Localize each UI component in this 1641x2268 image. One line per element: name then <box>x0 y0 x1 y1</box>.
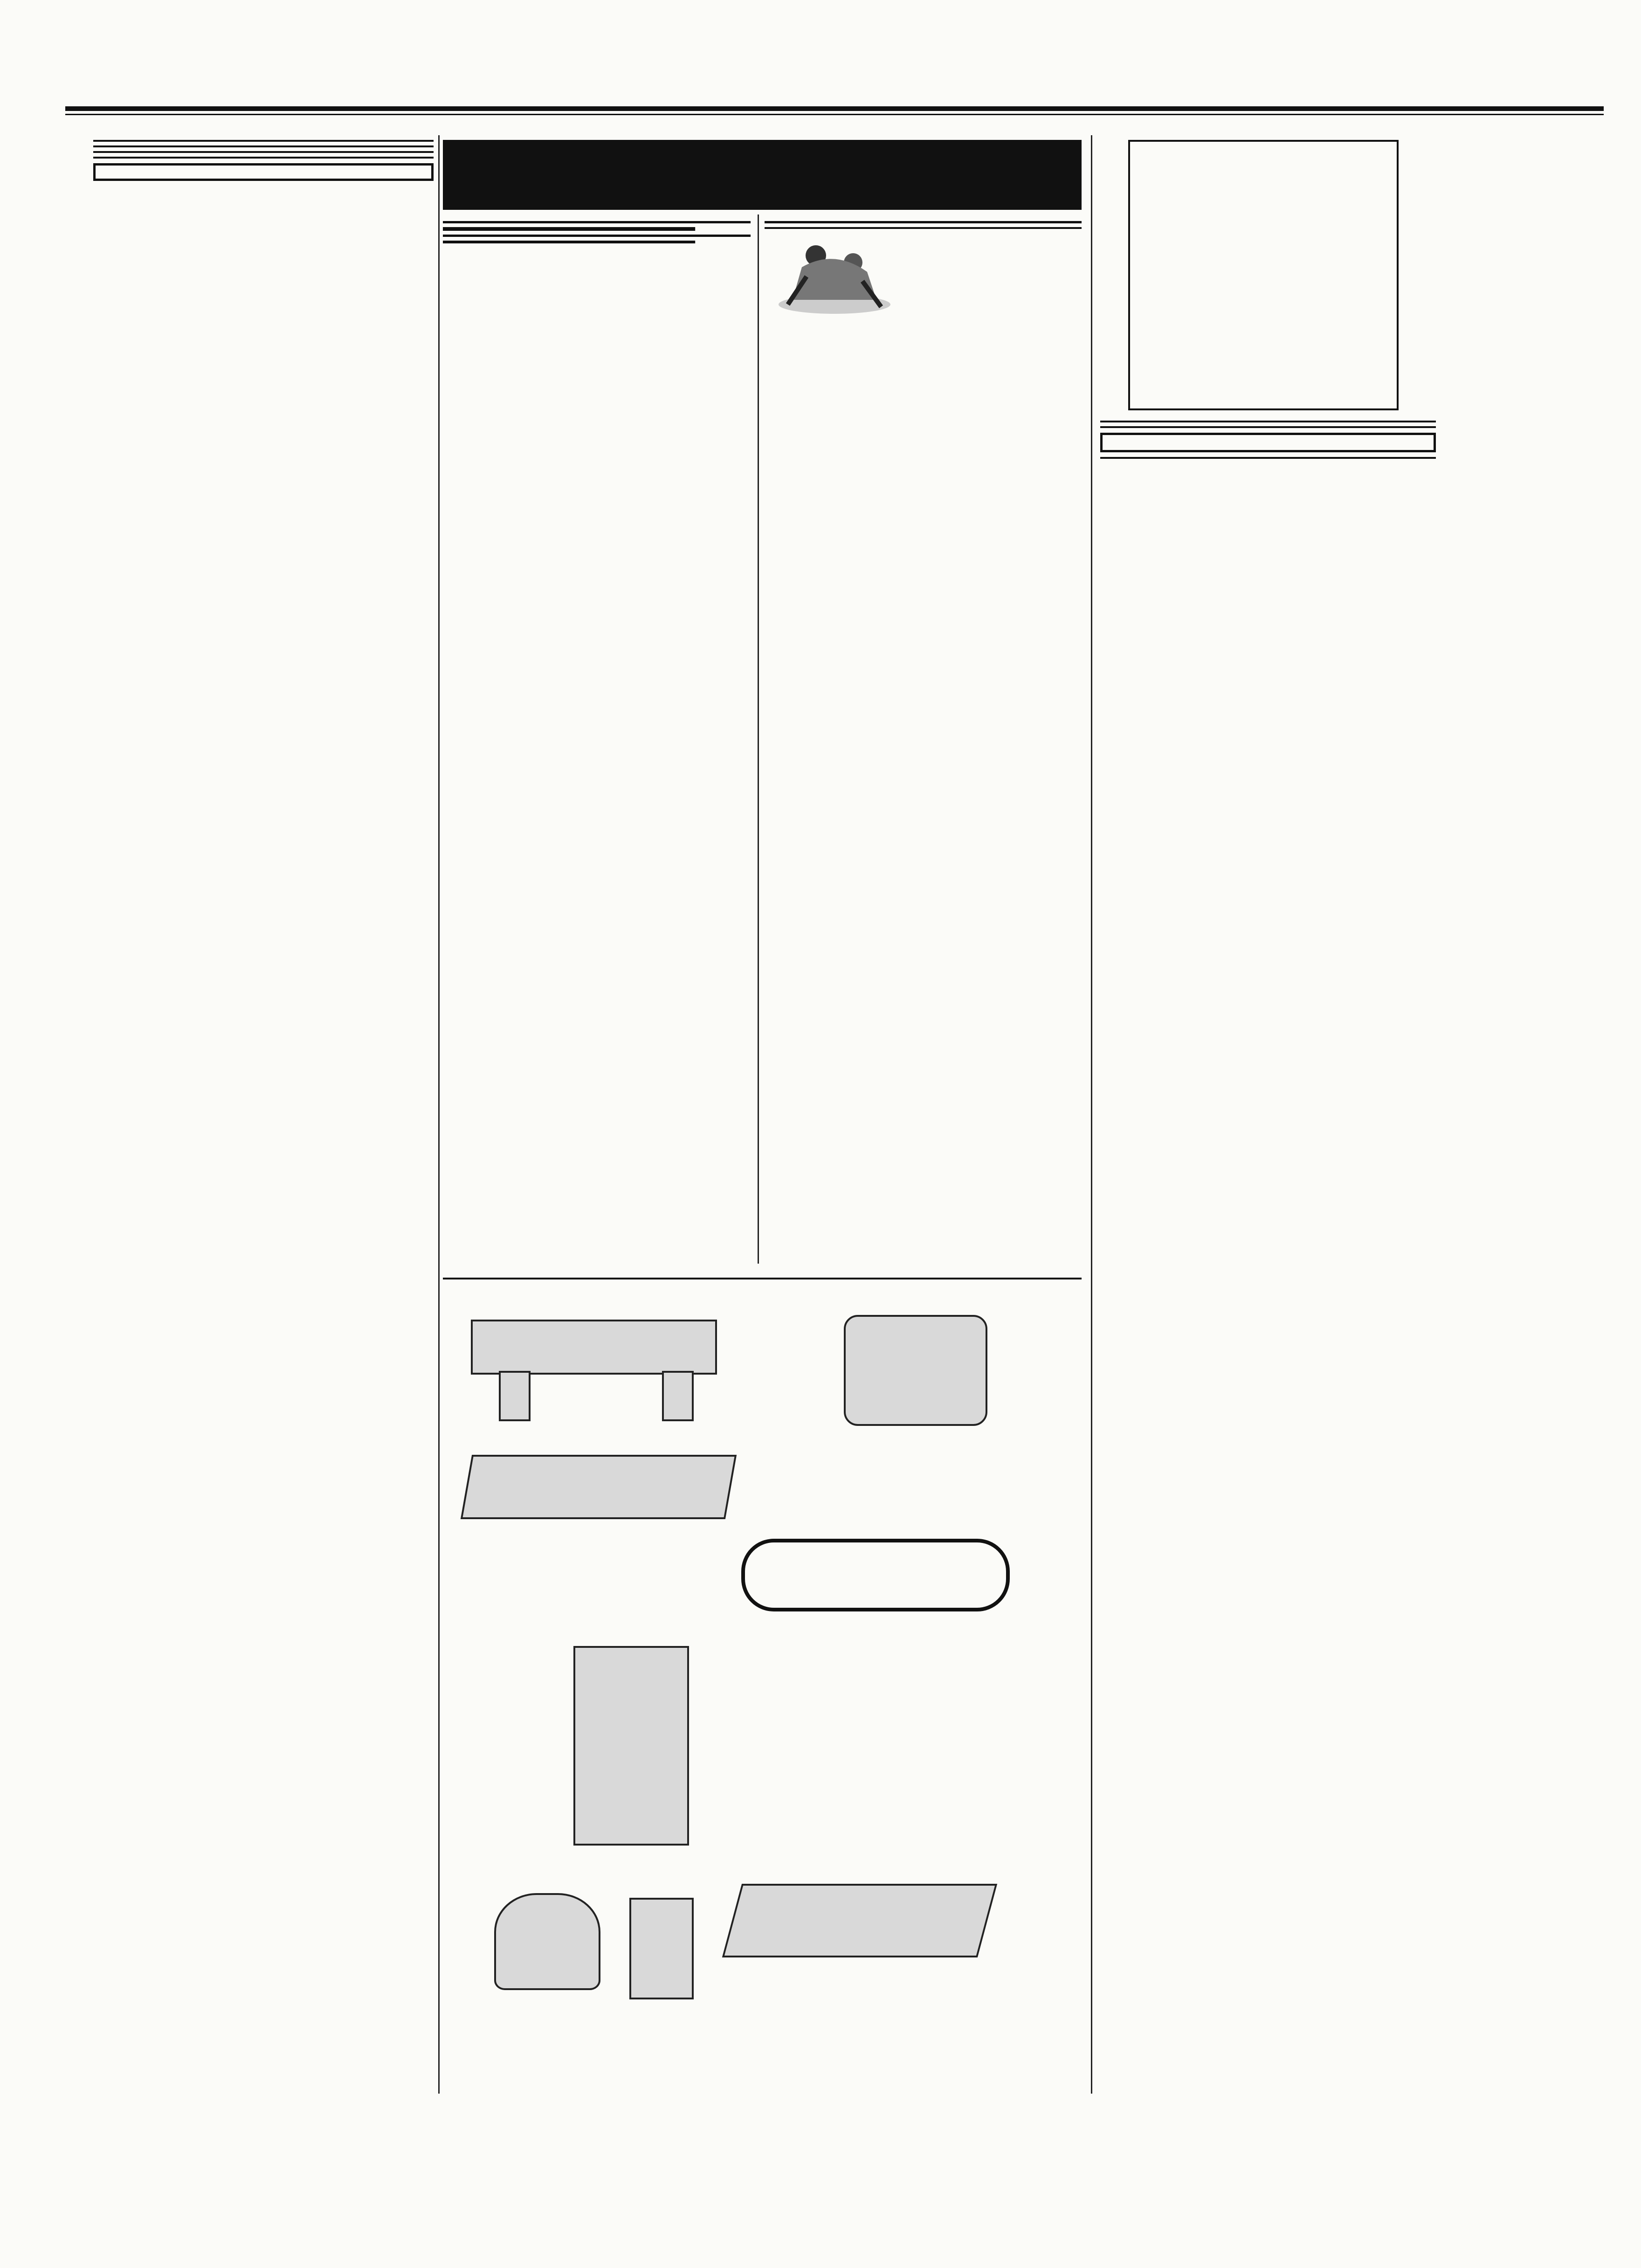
column-palavras-cruzadas <box>1100 135 1436 2089</box>
ad-top-rule <box>443 1278 1082 1279</box>
divider <box>1100 421 1436 422</box>
lunchs-advertisement <box>93 163 434 181</box>
bandsaw-illustration <box>629 1898 694 1999</box>
column-teatros <box>443 219 751 1273</box>
divider <box>93 151 434 153</box>
grinder-machine-illustration <box>461 1455 737 1519</box>
article-title <box>443 235 751 237</box>
mixer-illustration <box>494 1893 600 1990</box>
article-title <box>443 221 751 223</box>
romar-logo <box>741 1539 1010 1611</box>
article-title <box>765 221 1082 223</box>
machine-leg <box>499 1371 531 1421</box>
romar-advertisement <box>443 1278 1082 2089</box>
divider <box>93 140 434 142</box>
lathe-machine-illustration <box>471 1320 717 1375</box>
column-ring <box>765 219 1082 1273</box>
divider <box>1100 426 1436 428</box>
machine-leg <box>662 1371 694 1421</box>
wrestlers-illustration <box>774 230 895 318</box>
planer-illustration <box>722 1884 997 1957</box>
header-rule-thin <box>65 114 1604 115</box>
divider <box>93 145 434 147</box>
engine-illustration <box>844 1315 987 1426</box>
crossword-row-numbers <box>1100 142 1124 410</box>
column-rule <box>758 214 759 1264</box>
article-title <box>443 227 695 231</box>
article-title <box>443 241 695 243</box>
header-rule <box>65 106 1604 111</box>
teatros-e-cinemas-banner <box>443 140 1082 210</box>
transformer-illustration <box>573 1646 689 1846</box>
column-rule <box>1091 135 1092 2094</box>
danca-advertisement <box>1100 457 1436 463</box>
divider <box>93 157 434 159</box>
vende-se-advertisement <box>1100 433 1436 452</box>
crossword-grid[interactable] <box>1128 140 1399 410</box>
column-rule <box>438 135 440 2094</box>
column-vida-musical <box>93 135 434 2089</box>
